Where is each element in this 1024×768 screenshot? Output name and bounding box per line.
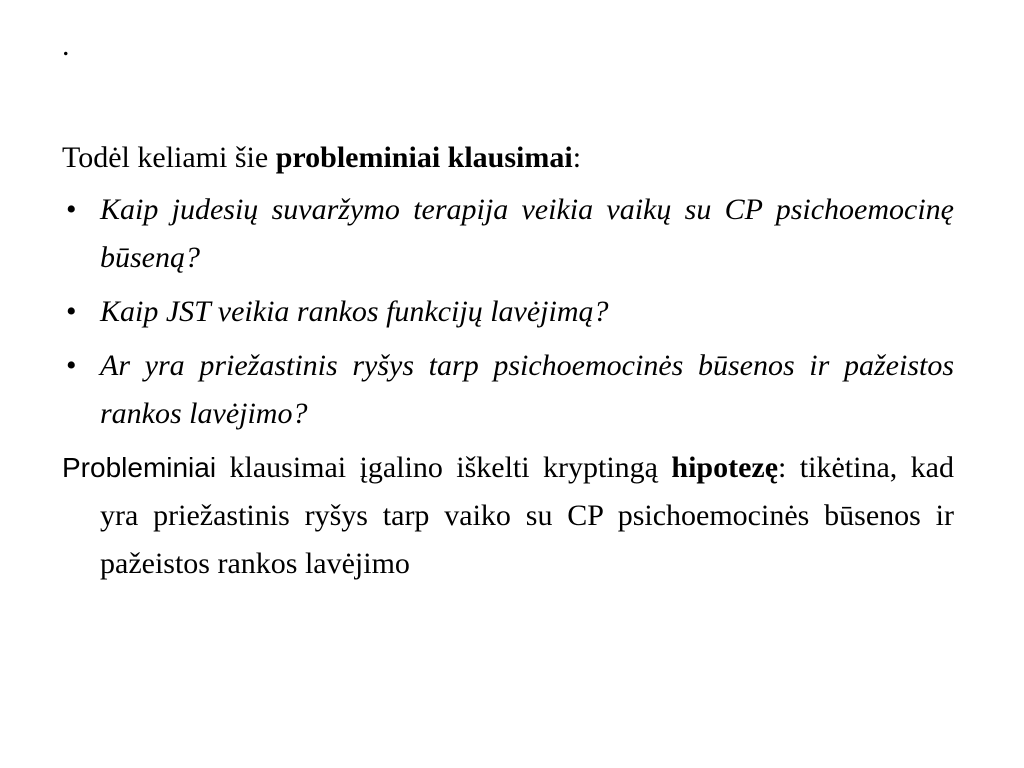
question-list <box>62 186 954 438</box>
bullet-icon: • <box>66 193 77 226</box>
list-item <box>62 186 954 282</box>
hypothesis-bold: hipotezę <box>671 451 779 484</box>
list-item <box>62 288 954 336</box>
bullet-icon: • <box>66 349 77 382</box>
hypothesis-lead: Probleminiai <box>62 452 217 483</box>
hypothesis-paragraph <box>62 444 954 588</box>
top-dot-mark: . <box>62 29 70 62</box>
question-text: Kaip judesių suvaržymo terapija veikia vaikų su CP psichoemocinę būseną? <box>100 193 954 274</box>
intro-prefix: Todėl keliami šie <box>62 141 276 174</box>
hypothesis-text-after: : tikėtina, kad yra priežastinis ryšys tarp vaiko su CP psichoemocinės būsenos ir pažeistos rankos lavėjimo <box>100 451 954 580</box>
question-text: Ar yra priežastinis ryšys tarp psichoemocinės būsenos ir pažeistos rankos lavėjimo? <box>100 349 954 430</box>
list-item <box>62 342 954 438</box>
intro-line <box>62 134 954 186</box>
intro-suffix: : <box>572 141 582 174</box>
question-text: Kaip JST veikia rankos funkcijų lavėjimą? <box>100 295 609 328</box>
bullet-icon: • <box>66 295 77 328</box>
slide-content <box>62 134 954 588</box>
hypothesis-text-before: klausimai įgalino iškelti kryptingą <box>216 451 672 484</box>
intro-bold: probleminiai klausimai <box>275 141 573 174</box>
